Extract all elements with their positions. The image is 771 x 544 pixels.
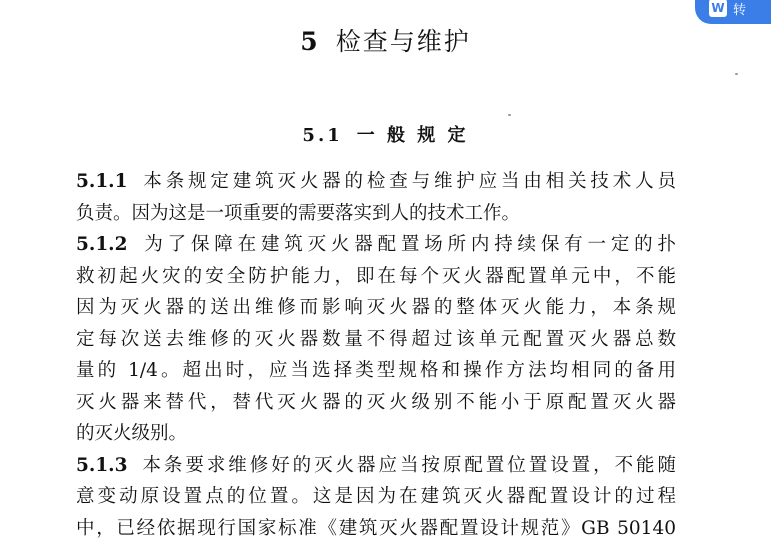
word-icon: W [709,0,727,17]
clause-number: 5.1.1 [76,171,128,192]
clause-5-1-2-line-3: 因为灭火器的送出维修而影响灭火器的整体灭火能力，本条规 [76,292,676,324]
clause-5-1-2-line-1 [76,229,676,261]
section-title [0,121,771,147]
clause-number: 5.1.3 [76,455,128,476]
clause-5-1-2-line-4: 定每次送去维修的灭火器数量不得超过该单元配置灭火器总数 [76,324,676,356]
clause-5-1-2-line-7: 的灭火级别。 [76,418,676,450]
section-number: 5.1 [302,125,342,146]
clause-5-1-2-line-2: 救初起火灾的安全防护能力，即在每个灭火器配置单元中，不能 [76,261,676,293]
clause-5-1-2-line-6: 灭火器来替代，替代灭火器的灭火级别不能小于原配置灭火器 [76,387,676,419]
convert-to-word-button[interactable] [695,0,771,24]
clause-number: 5.1.2 [76,234,128,255]
clause-text: 本条规定建筑灭火器的检查与维护应当由相关技术人员 [140,171,677,192]
clause-text: 本条要求维修好的灭火器应当按原配置位置设置，不能随 [140,455,677,476]
clause-text: 为了保障在建筑灭火器配置场所内持续保有一定的扑 [140,234,677,255]
clause-5-1-3-line-1 [76,450,676,482]
chapter-heading: 检查与维护 [336,27,471,56]
scan-artifact [508,114,511,116]
clause-5-1-1-line-1 [76,166,676,198]
clause-5-1-3-line-2: 意变动原设置点的位置。这是因为在建筑灭火器配置设计的过程 [76,481,676,513]
chapter-title [0,22,771,58]
scan-artifact [735,73,738,75]
section-heading: 一 般 规 定 [357,125,469,146]
convert-label: 转 [733,0,746,18]
clause-5-1-2-line-5: 量的 1/4。超出时，应当选择类型规格和操作方法均相同的备用 [76,355,676,387]
clause-5-1-3-line-3: 中，已经依据现行国家标准《建筑灭火器配置设计规范》GB 50140 [76,513,676,544]
clause-5-1-1-line-2: 负责。因为这是一项重要的需要落实到人的技术工作。 [76,198,676,230]
chapter-number: 5 [300,27,319,56]
body-text [76,166,676,544]
